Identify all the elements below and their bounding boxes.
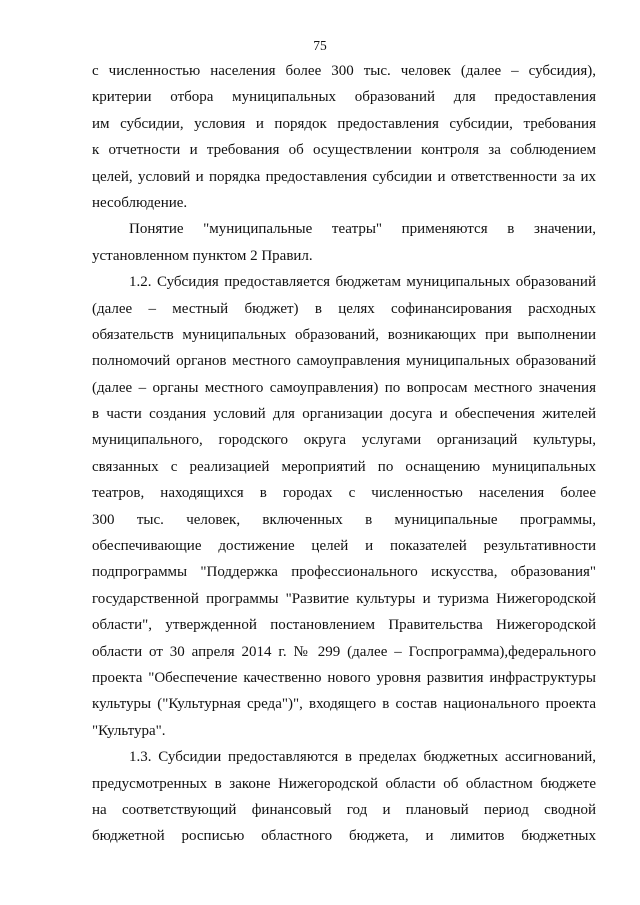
text-line: культуры ("Культурная среда")", входящего в состав национального проекта <box>92 696 596 713</box>
text-line: целей, условий и порядка предоставления субсидии и ответственности за их <box>92 168 596 185</box>
text-line: в части создания условий для организации досуга и обеспечения жителей <box>92 406 596 423</box>
page-number: 75 <box>313 38 327 53</box>
text-line: связанных с реализацией мероприятий по оснащению муниципальных <box>92 458 596 475</box>
text-line: к отчетности и требования об осуществлении контроля за соблюдением <box>92 142 596 159</box>
text-line: государственной программы "Развитие культуры и туризма Нижегородской <box>92 590 596 607</box>
text-line: области от 30 апреля 2014 г. № 299 (далее – Госпрограмма),федерального <box>92 643 596 660</box>
text-line: бюджетной росписью областного бюджета, и лимитов бюджетных <box>92 828 596 845</box>
text-line: несоблюдение. <box>92 194 188 211</box>
text-line: с численностью населения более 300 тыс. человек (далее – субсидия), <box>92 63 596 79</box>
text-line: 1.2. Субсидия предоставляется бюджетам муниципальных образований <box>129 274 596 291</box>
text-line: Понятие "муниципальные театры" применяются в значении, <box>129 221 596 238</box>
text-line: установленном пунктом 2 Правил. <box>92 247 313 264</box>
text-line: 1.3. Субсидии предоставляются в пределах бюджетных ассигнований, <box>129 749 596 766</box>
text-line: (далее – органы местного самоуправления) по вопросам местного значения <box>92 379 596 396</box>
text-line: театров, находящихся в городах с численностью населения более <box>92 485 596 502</box>
document-body <box>92 58 596 850</box>
text-line: 300 тыс. человек, включенных в муниципальные программы, <box>92 511 596 528</box>
text-line: муниципального, городского округа услугами организаций культуры, <box>92 432 596 449</box>
text-line: предусмотренных в законе Нижегородской области об областном бюджете <box>92 775 596 792</box>
text-line: подпрограммы "Поддержка профессионального искусства, образования" <box>92 564 596 581</box>
text-line: проекта "Обеспечение качественно нового уровня развития инфраструктуры <box>92 669 596 686</box>
text-line: обеспечивающие достижение целей и показателей результативности <box>92 538 596 555</box>
text-line: "Культура". <box>92 722 166 739</box>
text-line: полномочий органов местного самоуправления муниципальных образований <box>92 353 596 370</box>
text-line: (далее – местный бюджет) в целях софинансирования расходных <box>92 300 596 317</box>
text-line: области", утвержденной постановлением Правительства Нижегородской <box>92 617 596 634</box>
text-line: обязательств муниципальных образований, возникающих при выполнении <box>92 326 596 343</box>
text-line: на соответствующий финансовый год и плановый период сводной <box>92 801 596 818</box>
text-line: им субсидии, условия и порядок предоставления субсидии, требования <box>92 115 596 132</box>
text-line: критерии отбора муниципальных образований для предоставления <box>92 89 596 106</box>
